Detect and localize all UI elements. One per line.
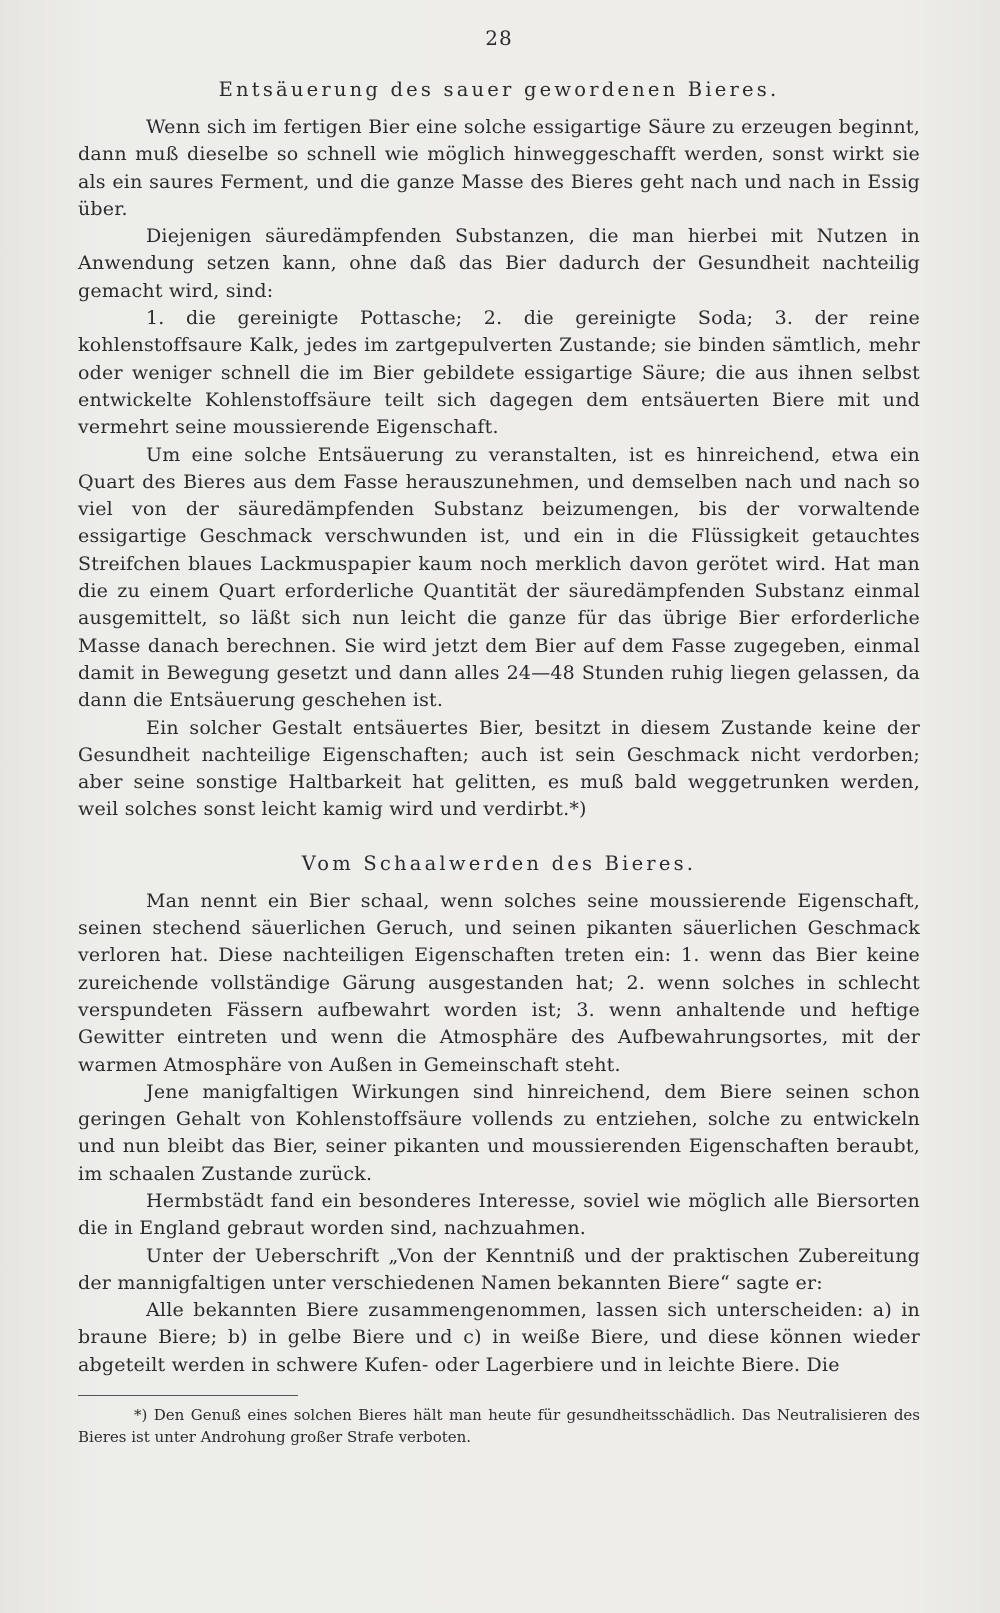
footnote: *) Den Genuß eines solchen Bieres hält man heute für gesundheitsschädlich. Das Neutralisieren des Bieres ist unter Androhung großer Strafe verboten. [78,1406,920,1447]
paragraph: Alle bekannten Biere zusammengenommen, lassen sich unterscheiden: a) in braune Biere; b) in gelbe Biere und c) in weiße Biere, und diese können wieder abgeteilt werden in schwere Kufen- oder Lagerbiere und in leichte Biere. Die [78,1299,920,1376]
paragraph: 1. die gereinigte Pottasche; 2. die gereinigte Soda; 3. der reine kohlenstoffsaure Kalk, jedes im zartgepulverten Zustande; sie binden sämtlich, mehr oder weniger schnell die im Bier gebildete essigartige Säure; die aus ihnen selbst entwickelte Kohlenstoffsäure teilt sich dagegen dem entsäuerten Biere mit und vermehrt seine moussierende Eigenschaft. [78,307,920,439]
footnote-divider [78,1395,298,1396]
section-heading-schaalwerden: Vom Schaalwerden des Bieres. [301,851,697,875]
paragraph: Wenn sich im fertigen Bier eine solche essigartige Säure zu erzeugen beginnt, dann muß dieselbe so schnell wie möglich hinweggeschafft werden, sonst wirkt sie als ein saures Ferment, und die ganze Masse des Bieres geht nach und nach in Essig über. [78,116,920,220]
paragraph: Unter der Ueberschrift „Von der Kenntniß und der praktischen Zubereitung der mannigfaltigen unter verschiedenen Namen bekannten Biere“ sagte er: [78,1244,920,1294]
paragraph: Jene manigfaltigen Wirkungen sind hinreichend, dem Biere seinen schon geringen Gehalt von Kohlenstoffsäure vollends zu entziehen, solche zu entwickeln und nun bleibt das Bier, seiner pikanten und moussierenden Eigenschaften beraubt, im schaalen Zustande zurück. [78,1080,920,1185]
page-number: 28 [485,26,513,50]
paragraph: Um eine solche Entsäuerung zu veranstalten, ist es hinreichend, etwa ein Quart des Bieres aus dem Fasse herauszunehmen, und demselben nach und nach so viel von der säuredämpfenden Substanz beizumengen, bis der vorwaltende essigartige Geschmack verschwunden ist, und ein in die Flüssigkeit getauchtes Streifchen blaues Lackmuspapier kaum noch merklich davon gerötet wird. Hat man die zu einem Quart erforderliche Quantität der säuredämpfenden Substanz einmal ausgemittelt, so läßt sich nun leicht die ganze für das übrige Bier erforderliche Masse danach berechnen. Sie wird jetzt dem Bier auf dem Fasse zugegeben, einmal damit in Bewegung gesetzt und dann alles 24—48 Stunden ruhig liegen gelassen, da dann die Entsäuerung geschehen ist. [78,443,920,712]
paragraph: Man nennt ein Bier schaal, wenn solches seine moussierende Eigenschaft, seinen stechend säuerlichen Geruch, und seinen pikanten säuerlichen Geschmack verloren hat. Diese nachteiligen Eigenschaften treten ein: 1. wenn das Bier keine zureichende vollständige Gärung ausgestanden hat; 2. wenn solches in schlecht verspundeten Fässern aufbewahrt worden ist; 3. wenn anhaltende und heftige Gewitter eintreten und wenn die Atmosphäre des Aufbewahrungsortes, mit der warmen Atmosphäre von Außen in Gemeinschaft steht. [78,889,920,1076]
section-heading-entsaeuerung: Entsäuerung des sauer gewordenen Bieres. [218,78,780,101]
paragraph: Hermbstädt fand ein besonderes Interesse, soviel wie möglich alle Biersorten die in England gebraut worden sind, nachzuahmen. [78,1189,920,1240]
paragraph: Diejenigen säuredämpfenden Substanzen, die man hierbei mit Nutzen in Anwendung setzen kann, ohne daß das Bier dadurch der Gesundheit nachteilig gemacht wird, sind: [78,225,920,302]
paragraph: Ein solcher Gestalt entsäuertes Bier, besitzt in diesem Zustande keine der Gesundheit nachteilige Eigenschaften; auch ist sein Geschmack nicht verdorben; aber seine sonstige Haltbarkeit hat gelitten, es muß bald weggetrunken werden, weil solches sonst leicht kamig wird und verdirbt.*) [78,716,920,821]
